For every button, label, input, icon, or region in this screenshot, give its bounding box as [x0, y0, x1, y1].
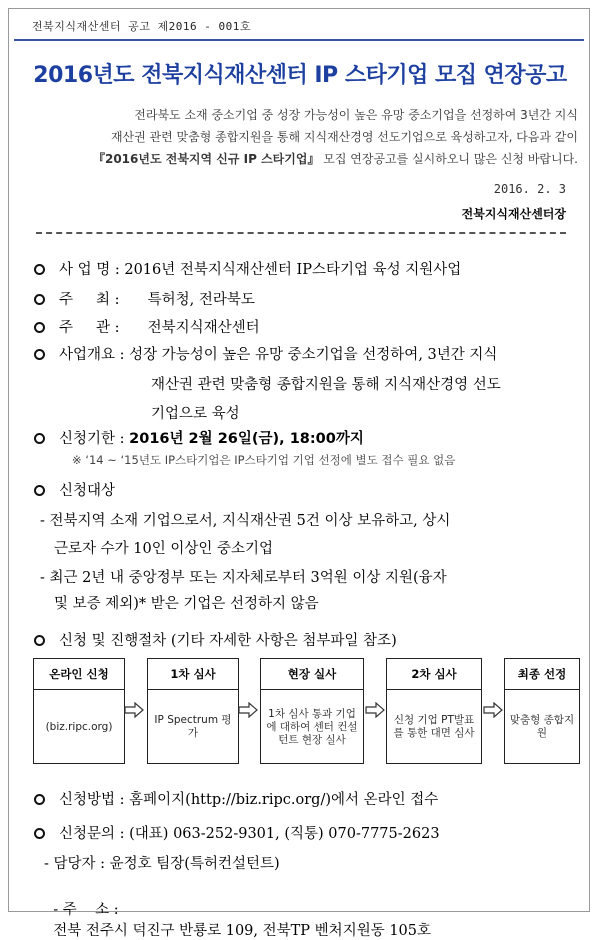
arrow-right-icon: [482, 702, 504, 718]
target-2-line-2: 및 보증 제외)* 받은 기업은 선정하지 않음: [54, 596, 319, 612]
announcement-number: 전북지식재산센터 공고 제2016 - 001호: [32, 20, 251, 33]
inquiry-row: [34, 822, 440, 843]
flow-step-title: 1차 심사: [148, 659, 238, 690]
intro-line-2: 재산권 관련 맞춤형 종합지원을 통해 지식재산경영 선도기업으로 육성하고자, 다음과 같이: [110, 130, 578, 144]
circle-bullet-icon: [34, 635, 45, 646]
intro-line-3-rest: 모집 연장공고를 실시하오니 많은 신청 바랍니다.: [319, 152, 578, 166]
deadline-row: [34, 427, 364, 448]
flow-step-body: IP Spectrum 평가: [154, 714, 232, 739]
business-value: 2016년 전북지식재산센터 IP스타기업 육성 지원사업: [124, 262, 462, 278]
overview-line-3: 기업으로 육성: [151, 406, 240, 422]
target-row: [34, 479, 115, 500]
circle-bullet-icon: [34, 794, 45, 805]
address-label: - 주 소 :: [53, 902, 119, 918]
manager-row: [44, 852, 280, 873]
flow-step-title: 최종 선정: [505, 659, 579, 690]
target-2-line-1: - 최근 2년 내 중앙정부 또는 지자체로부터 3억원 이상 지원(융자: [40, 570, 447, 586]
method-label: 신청방법 :: [59, 792, 125, 808]
organizer-value: 전북지식재산센터: [147, 320, 260, 336]
circle-bullet-icon: [34, 349, 45, 360]
circle-bullet-icon: [34, 264, 45, 275]
flow-step-title: 온라인 신청: [34, 659, 124, 690]
flow-step-second-review: [386, 658, 482, 764]
address-value: 전북 전주시 덕진구 반룡로 109, 전북TP 벤처지원동 105호: [53, 923, 432, 939]
business-label: 사 업 명 :: [59, 262, 120, 278]
method-value: 홈페이지(http://biz.ripc.org/)에서 온라인 접수: [129, 792, 439, 808]
deadline-label: 신청기한 :: [59, 431, 125, 447]
signer-name: 전북지식재산센터장: [461, 207, 566, 221]
intro-paragraph: [30, 104, 578, 170]
target-1-line-1: - 전북지역 소재 기업으로서, 지식재산권 5건 이상 보유하고, 상시: [40, 513, 451, 529]
organizer-label: 주 관 :: [59, 320, 120, 336]
flow-step-site-inspection: [260, 658, 364, 764]
intro-line-3: [30, 148, 578, 170]
method-row: [34, 788, 438, 809]
flow-step-body: 맞춤형 종합지원: [509, 714, 575, 739]
flow-step-body: 신청 기업 PT발표를 통한 대면 심사: [393, 714, 475, 739]
deadline-note: ※ ‘14 ~ ‘15년도 IP스타기업은 IP스타기업 기업 선정에 별도 접수 필요 없음: [72, 453, 456, 467]
circle-bullet-icon: [34, 433, 45, 444]
inquiry-label: 신청문의 :: [59, 826, 125, 842]
overview-line-1: 성장 가능성이 높은 유망 중소기업을 선정하여, 3년간 지식: [129, 347, 498, 363]
host-value: 특허청, 전라북도: [147, 292, 255, 308]
inquiry-value: (대표) 063-252-9301, (직통) 070-7775-2623: [129, 826, 440, 842]
host-row: [34, 288, 255, 309]
flow-step-online-application: [33, 658, 125, 764]
flow-step-first-review: [147, 658, 239, 764]
intro-program-name: 『2016년도 전북지역 신규 IP 스타기업』: [92, 152, 320, 166]
target-label: 신청대상: [59, 483, 116, 499]
address-row: [44, 882, 431, 940]
flow-step-title: 현장 실사: [261, 659, 363, 690]
manager-label: - 담당자 :: [44, 856, 106, 872]
intro-line-1: 전라북도 소재 중소기업 중 성장 가능성이 높은 유망 중소기업을 선정하여 3년간 지식: [134, 108, 578, 122]
flow-step-title: 2차 심사: [387, 659, 481, 690]
deadline-value: 2016년 2월 26일(금), 18:00까지: [129, 431, 364, 447]
host-label: 주 최 :: [59, 292, 120, 308]
circle-bullet-icon: [34, 322, 45, 333]
circle-bullet-icon: [34, 485, 45, 496]
procedure-row: [34, 629, 397, 650]
circle-bullet-icon: [34, 294, 45, 305]
flow-step-body: (biz.ripc.org): [45, 720, 113, 733]
arrow-right-icon: [364, 702, 386, 718]
overview-row: [34, 343, 497, 364]
arrow-right-icon: [123, 702, 145, 718]
arrow-right-icon: [237, 702, 259, 718]
procedure-flowchart: [0, 658, 600, 764]
header-divider: [14, 39, 584, 41]
document-title: 2016년도 전북지식재산센터 IP 스타기업 모집 연장공고: [33, 63, 567, 88]
circle-bullet-icon: [34, 828, 45, 839]
dashed-divider: [36, 232, 566, 234]
procedure-label: 신청 및 진행절차 (기타 자세한 사항은 첨부파일 참조): [59, 633, 397, 649]
announcement-date: 2016. 2. 3: [493, 182, 566, 196]
overview-line-2: 재산권 관련 맞춤형 종합지원을 통해 지식재산경영 선도: [151, 377, 501, 393]
flow-step-body: 1차 심사 통과 기업에 대하여 센터 컨설턴트 현장 실사: [266, 707, 358, 746]
organizer-row: [34, 316, 260, 337]
flow-step-final-selection: [504, 658, 580, 764]
business-row: [34, 258, 461, 279]
target-1-line-2: 근로자 수가 10인 이상인 중소기업: [54, 541, 273, 557]
manager-value: 윤정호 팀장(특허컨설턴트): [109, 856, 280, 872]
overview-label: 사업개요 :: [59, 347, 125, 363]
